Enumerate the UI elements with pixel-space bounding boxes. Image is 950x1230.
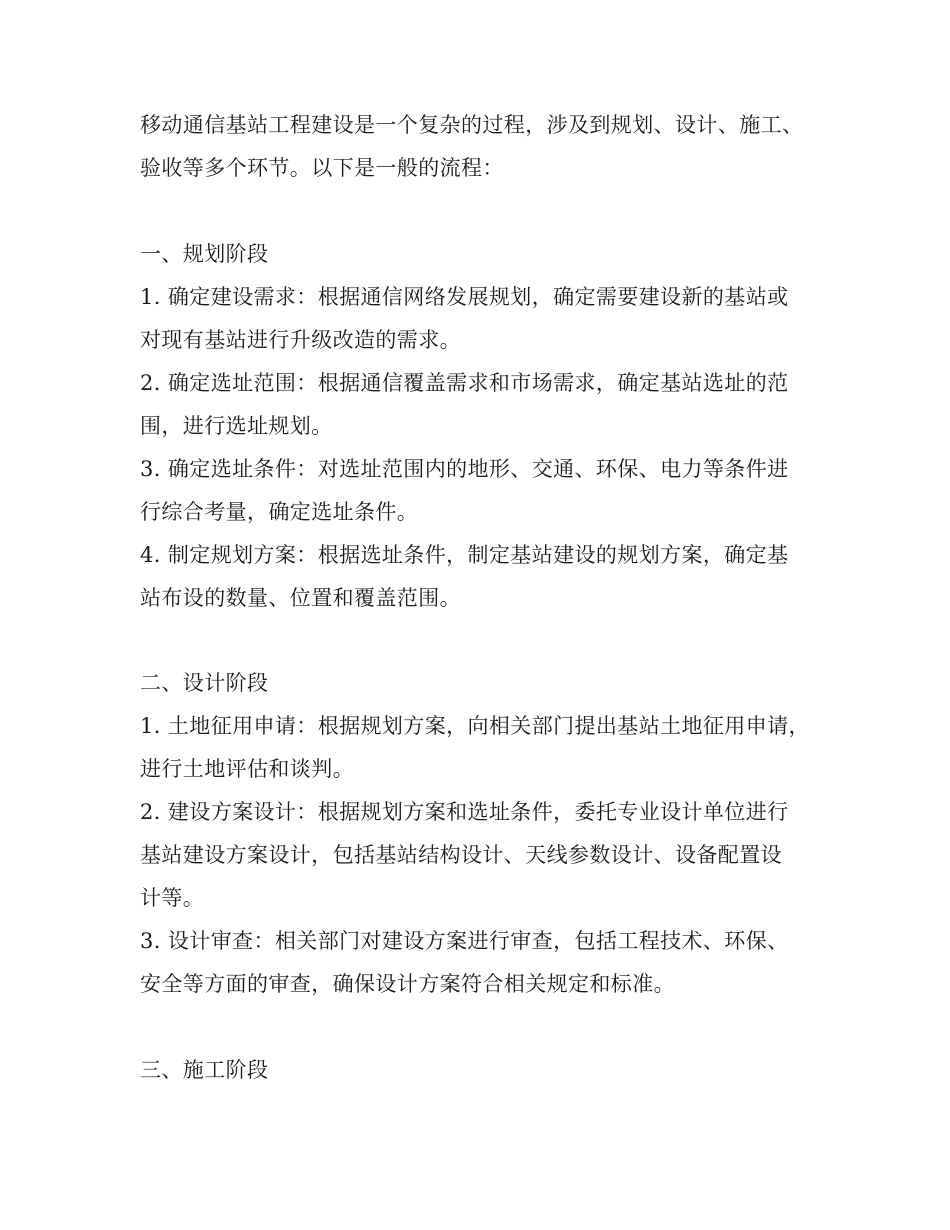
section-heading: 二、设计阶段 xyxy=(140,671,269,695)
list-item-line: 2. 建设方案设计：根据规划方案和选址条件，委托专业设计单位进行 xyxy=(140,800,789,824)
list-item-line: 站布设的数量、位置和覆盖范围。 xyxy=(140,586,461,610)
list-item-line: 3. 确定选址条件：对选址范围内的地形、交通、环保、电力等条件进 xyxy=(140,457,789,481)
list-item-line: 进行土地评估和谈判。 xyxy=(140,757,354,781)
intro-line: 移动通信基站工程建设是一个复杂的过程，涉及到规划、设计、施工、 xyxy=(140,113,804,137)
list-item-line: 3. 设计审查：相关部门对建设方案进行审查，包括工程技术、环保、 xyxy=(140,929,789,953)
list-item-line: 1. 确定建设需求：根据通信网络发展规划，确定需要建设新的基站或 xyxy=(140,285,789,309)
list-item-line: 计等。 xyxy=(140,886,205,910)
list-item-line: 4. 制定规划方案：根据选址条件，制定基站建设的规划方案，确定基 xyxy=(140,543,789,567)
list-item-line: 围，进行选址规划。 xyxy=(140,414,333,438)
section-heading: 三、施工阶段 xyxy=(140,1058,269,1082)
list-item-line: 安全等方面的审查，确保设计方案符合相关规定和标准。 xyxy=(140,972,675,996)
intro-line: 验收等多个环节。以下是一般的流程： xyxy=(140,156,504,180)
list-item-line: 2. 确定选址范围：根据通信覆盖需求和市场需求，确定基站选址的范 xyxy=(140,371,789,395)
list-item-line: 对现有基站进行升级改造的需求。 xyxy=(140,328,461,352)
list-item-line: 行综合考量，确定选址条件。 xyxy=(140,500,419,524)
section-heading: 一、规划阶段 xyxy=(140,242,269,266)
list-item-line: 1. 土地征用申请：根据规划方案，向相关部门提出基站土地征用申请， xyxy=(140,714,810,738)
list-item-line: 基站建设方案设计，包括基站结构设计、天线参数设计、设备配置设 xyxy=(140,843,782,867)
